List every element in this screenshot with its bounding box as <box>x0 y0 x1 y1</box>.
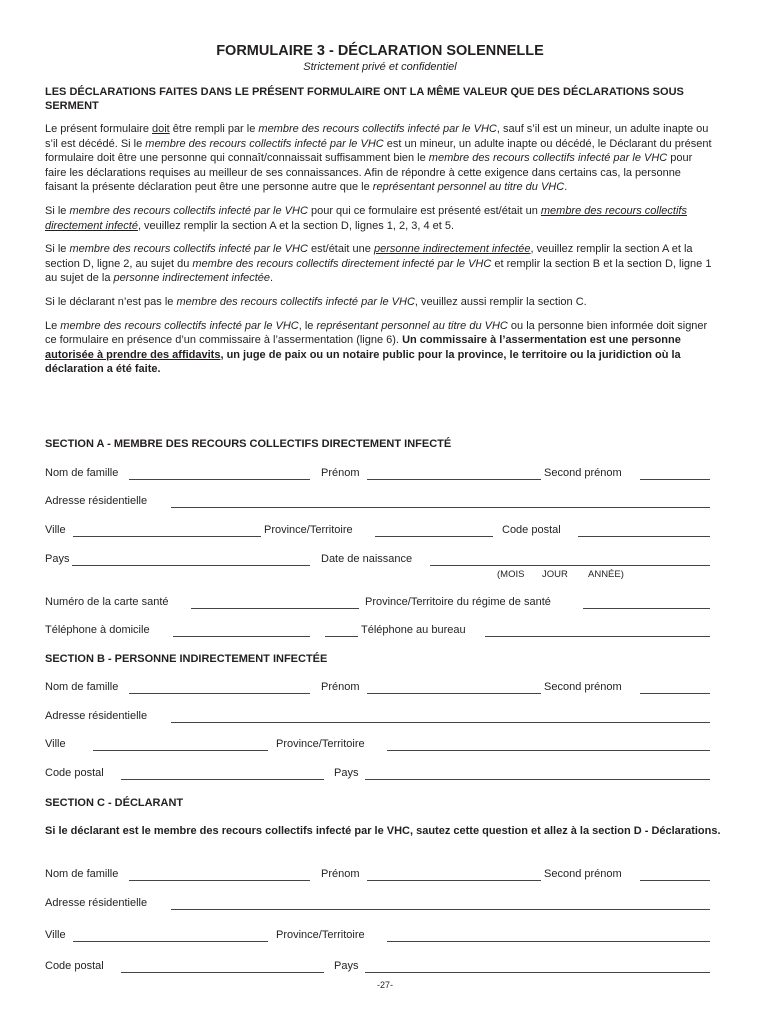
province-field[interactable] <box>387 750 710 751</box>
health-card-field[interactable] <box>191 608 359 609</box>
form-title: FORMULAIRE 3 - DÉCLARATION SOLENNELLE <box>216 43 544 59</box>
month-hint: (MOIS <box>497 569 525 580</box>
paragraph-3: Si le membre des recours collectifs infecté par le VHC est/était une personne indirectement infectée, veuillez remplir la section A et la section D, ligne 2, au sujet du membre des recours collectifs directement infecté par le VHC et remplir la section B et la section D, ligne 1 au sujet de la personne indirectement infectée. <box>45 243 712 285</box>
oath-notice: LES DÉCLARATIONS FAITES DANS LE PRÉSENT FORMULAIRE ONT LA MÊME VALEUR QUE DES DÉCLARATIONS SOUS SERMENT <box>45 86 684 112</box>
first-name-label: Prénom <box>321 467 360 479</box>
section-b-title: SECTION B - PERSONNE INDIRECTEMENT INFECTÉE <box>45 653 328 665</box>
work-phone-label: Téléphone au bureau <box>361 624 466 636</box>
last-name-label: Nom de famille <box>45 467 119 479</box>
section-b-postal-row <box>45 767 715 783</box>
address-label: Adresse résidentielle <box>45 897 148 909</box>
form-subtitle: Strictement privé et confidentiel <box>303 61 457 73</box>
last-name-label: Nom de famille <box>45 681 119 693</box>
home-phone-field[interactable] <box>173 636 310 637</box>
section-a-name-row <box>45 467 715 483</box>
section-c-note: Si le déclarant est le membre des recours collectifs infecté par le VHC, sautez cette question et allez à la section D - Déclarations. <box>45 825 721 837</box>
country-field[interactable] <box>365 972 710 973</box>
country-label: Pays <box>334 767 359 779</box>
address-field[interactable] <box>171 909 710 910</box>
section-c-postal-row <box>45 960 715 976</box>
province-label: Province/Territoire <box>276 929 365 941</box>
postal-code-field[interactable] <box>578 536 710 537</box>
country-field[interactable] <box>365 779 710 780</box>
province-field[interactable] <box>375 536 493 537</box>
section-c-city-row <box>45 929 715 945</box>
city-field[interactable] <box>73 941 268 942</box>
middle-name-label: Second prénom <box>544 681 622 693</box>
city-field[interactable] <box>93 750 268 751</box>
province-label: Province/Territoire <box>264 524 353 536</box>
health-card-label: Numéro de la carte santé <box>45 596 169 608</box>
address-field[interactable] <box>171 722 710 723</box>
last-name-label: Nom de famille <box>45 868 119 880</box>
postal-code-label: Code postal <box>45 960 104 972</box>
city-label: Ville <box>45 738 66 750</box>
country-field[interactable] <box>72 565 310 566</box>
first-name-label: Prénom <box>321 868 360 880</box>
page-number: -27- <box>376 980 393 990</box>
address-field[interactable] <box>171 507 710 508</box>
day-hint: JOUR <box>542 569 568 580</box>
middle-name-label: Second prénom <box>544 868 622 880</box>
last-name-field[interactable] <box>129 880 310 881</box>
work-phone-prefix-field[interactable] <box>325 636 358 637</box>
section-b-name-row <box>45 681 715 697</box>
document-body <box>45 42 715 386</box>
postal-code-label: Code postal <box>45 767 104 779</box>
postal-code-label: Code postal <box>502 524 561 536</box>
first-name-label: Prénom <box>321 681 360 693</box>
country-label: Pays <box>45 553 70 565</box>
section-a-health-row <box>45 596 715 612</box>
paragraph-2: Si le membre des recours collectifs infecté par le VHC pour qui ce formulaire est présenté est/était un membre des recours collectifs directement infecté, veuillez remplir la section A et la section D, lignes 1, 2, 3, 4 et 5. <box>45 204 687 232</box>
middle-name-label: Second prénom <box>544 467 622 479</box>
health-plan-label: Province/Territoire du régime de santé <box>365 596 551 608</box>
city-label: Ville <box>45 929 66 941</box>
health-plan-field[interactable] <box>583 608 710 609</box>
city-field[interactable] <box>73 536 261 537</box>
section-a-title: SECTION A - MEMBRE DES RECOURS COLLECTIFS DIRECTEMENT INFECTÉ <box>45 438 452 450</box>
section-b-city-row <box>45 738 715 754</box>
last-name-field[interactable] <box>129 479 310 480</box>
section-a-address-row <box>45 495 715 511</box>
middle-name-field[interactable] <box>640 880 710 881</box>
province-label: Province/Territoire <box>276 738 365 750</box>
section-a-city-row <box>45 524 715 540</box>
first-name-field[interactable] <box>367 880 541 881</box>
first-name-field[interactable] <box>367 693 541 694</box>
paragraph-5: Le membre des recours collectifs infecté par le VHC, le représentant personnel au titre du VHC ou la personne bien informée doit signer ce formulaire en présence d’un commissaire à l’assermentation (ligne 6). Un commissaire à l’assermentation est une personne autorisée à prendre des affidavits, un juge de paix ou un notaire public pour la province, le territoire ou la juridiction où la déclaration a été faite. <box>45 319 708 376</box>
section-c-address-row <box>45 897 715 913</box>
middle-name-field[interactable] <box>640 479 710 480</box>
address-label: Adresse résidentielle <box>45 495 148 507</box>
section-a-phone-row <box>45 624 715 640</box>
middle-name-field[interactable] <box>640 693 710 694</box>
paragraph-4: Si le déclarant n’est pas le membre des recours collectifs infecté par le VHC, veuillez aussi remplir la section C. <box>45 295 587 308</box>
first-name-field[interactable] <box>367 479 541 480</box>
work-phone-field[interactable] <box>485 636 710 637</box>
year-hint: ANNÉE) <box>588 569 624 580</box>
province-field[interactable] <box>387 941 710 942</box>
section-c-name-row <box>45 868 715 884</box>
section-b-address-row <box>45 710 715 726</box>
birth-date-field[interactable] <box>430 565 710 566</box>
home-phone-label: Téléphone à domicile <box>45 624 150 636</box>
birth-date-format <box>45 569 715 581</box>
postal-code-field[interactable] <box>121 779 324 780</box>
city-label: Ville <box>45 524 66 536</box>
section-c-title: SECTION C - DÉCLARANT <box>45 797 184 809</box>
address-label: Adresse résidentielle <box>45 710 148 722</box>
last-name-field[interactable] <box>129 693 310 694</box>
paragraph-1: Le présent formulaire doit être rempli par le membre des recours collectifs infecté par le VHC, sauf s’il est un mineur, un adulte inapte ou s’il est décédé. Si le membre des recours collectifs infecté par le VHC est un mineur, un adulte inapte ou décédé, le Déclarant du présent formulaire doit être une personne qui connaît/connaissait suffisamment bien le membre des recours collectifs infecté par le VHC pour faire les déclarations requises au meilleur de ses connaissances. Afin de répondre à cette exigence dans certains cas, la personne faisant la présente déclaration peut être une personne autre que le représentant personnel au titre du VHC. <box>45 123 712 194</box>
section-a-country-row <box>45 553 715 569</box>
country-label: Pays <box>334 960 359 972</box>
postal-code-field[interactable] <box>121 972 324 973</box>
birth-date-label: Date de naissance <box>321 553 413 565</box>
